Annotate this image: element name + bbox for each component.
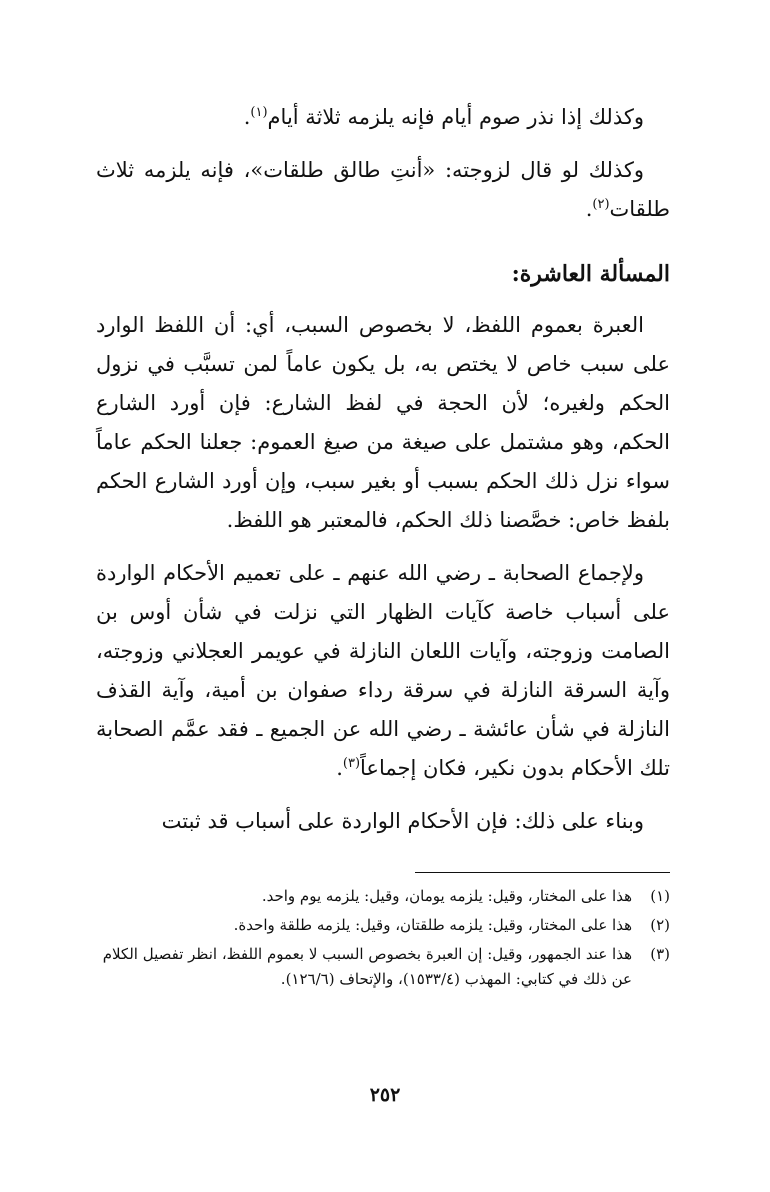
footnote-number: (١) <box>650 887 670 905</box>
footnote-text: هذا على المختار، وقيل: يلزمه طلقتان، وقيل: يلزمه طلقة واحدة. <box>233 916 632 934</box>
paragraph-1: وكذلك إذا نذر صوم أيام فإنه يلزمه ثلاثة أيام$^{(١)}$. <box>243 105 644 129</box>
footnote-ref-1[interactable]: (١) <box>250 105 268 120</box>
paragraph-3: العبرة بعموم اللفظ، لا بخصوص السبب، أي: أن اللفظ الوارد على سبب خاص لا يختص به، بل يكون عاماً لمن تسبَّب في نزول الحكم ولغيره؛ لأن الحجة في لفظ الشارع: فإن أورد الشارع الحكم، وهو مشتمل على صيغة من صيغ العموم: جعلنا الحكم عاماً سواء نزل ذلك الحكم بسبب أو بغير سبب، وإن أورد الشارع الحكم بلفظ خاص: خصَّصنا ذلك الحكم، فالمعتبر هو اللفظ. <box>96 313 670 532</box>
footnote-divider <box>415 872 670 873</box>
footnote-text: هذا على المختار، وقيل: يلزمه يومان، وقيل: يلزمه يوم واحد. <box>261 887 632 905</box>
footnote-text: هذا عند الجمهور، وقيل: إن العبرة بخصوص السبب لا بعموم اللفظ، انظر تفصيل الكلام عن ذلك في كتابي: المهذب (١٥٣٣/٤)، والإتحاف (١٢٦/٦). <box>102 945 632 988</box>
footnote-1 <box>100 884 670 909</box>
page-number: ٢٥٢ <box>369 1084 401 1106</box>
section-heading: المسألة العاشرة: <box>511 261 670 287</box>
footnote-ref-3[interactable]: (٣) <box>342 756 361 771</box>
paragraph-4: ولإجماع الصحابة ـ رضي الله عنهم ـ على تعميم الأحكام الواردة على أسباب خاصة كآيات الظهار التي نزلت في شأن أوس بن الصامت وزوجته، وآيات اللعان النازلة في عويمر العجلاني وزوجته، وآية السرقة النازلة في سرقة رداء صفوان بن أمية، وآية القذف النازلة في شأن عائشة ـ رضي الله عن الجميع ـ فقد عمَّم الصحابة تلك الأحكام بدون نكير، فكان إجماعاً$^{(٣)}$. <box>96 561 670 780</box>
footnote-ref-2[interactable]: (٢) <box>592 197 610 212</box>
footnote-3 <box>100 942 670 992</box>
footnote-2 <box>100 913 670 938</box>
paragraph-2: وكذلك لو قال لزوجته: «أنتِ طالق طلقات»، فإنه يلزمه ثلاث طلقات$^{(٢)}$. <box>96 158 670 221</box>
paragraph-5: وبناء على ذلك: فإن الأحكام الواردة على أسباب قد ثبتت <box>161 809 644 833</box>
main-text <box>96 98 670 855</box>
footnote-number: (٣) <box>650 945 670 963</box>
footnote-number: (٢) <box>650 916 670 934</box>
footnotes <box>100 884 670 996</box>
